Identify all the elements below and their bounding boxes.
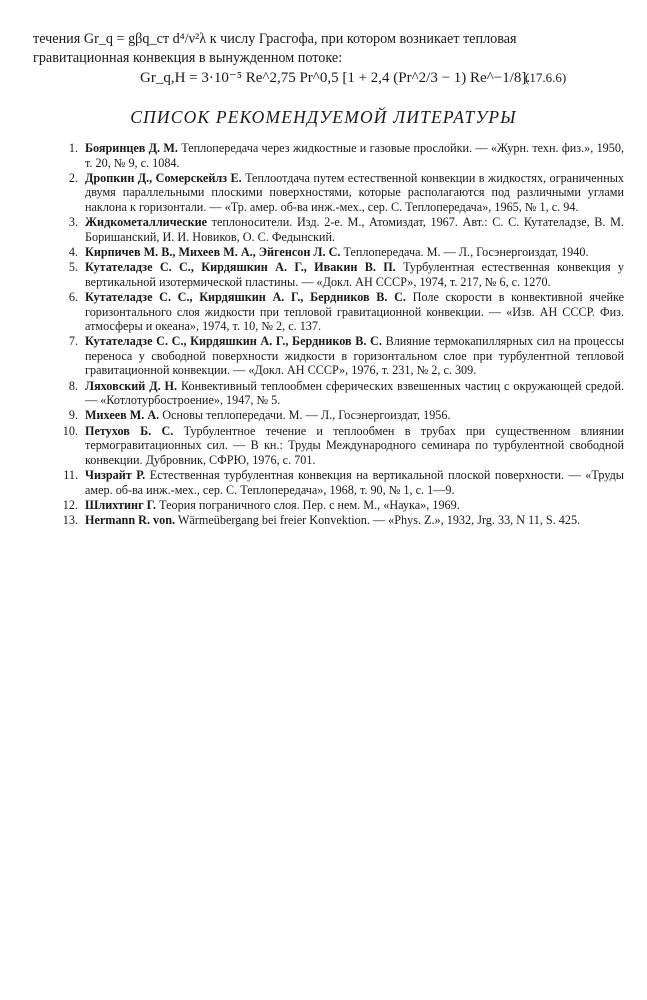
reference-author: Чизрайт Р. xyxy=(85,468,146,482)
reference-number: 5. xyxy=(68,260,78,275)
formula-text: Gr_q,H = 3·10⁻⁵ Re^2,75 Pr^0,5 [1 + 2,4 (Pr^2/3 − 1) Re^−1/8]. xyxy=(140,70,531,86)
reference-text: Поле скорости в конвективной ячейке горизонтального слоя жидкости при тепловой гравитационной конвекции. — «Изв. АН СССР. Физ. атмосферы и океана», 1974, т. 10, № 2, с. 137. xyxy=(85,289,625,334)
reference-text: Wärmeübergang bei freier Konvektion. — «Phys. Z.», 1932, Jrg. 33, N 11, S. 425. xyxy=(177,512,581,527)
reference-item xyxy=(54,379,624,408)
reference-item xyxy=(54,171,624,215)
reference-item xyxy=(54,334,624,378)
reference-item xyxy=(54,141,624,170)
reference-number: 6. xyxy=(68,289,78,304)
reference-number: 4. xyxy=(68,244,78,259)
reference-author: Шлихтинг Г. xyxy=(85,497,157,512)
reference-text: Теплопередача через жидкостные и газовые прослойки. — «Журн. техн. физ.», 1950, т. 20, № 9, с. 1084. xyxy=(85,141,625,170)
reference-text: Теплопередача. М. — Л., Госэнергоиздат, 1940. xyxy=(343,244,589,259)
reference-number: 2. xyxy=(68,170,78,185)
reference-author: Бояринцев Д. М. xyxy=(85,141,178,155)
reference-item xyxy=(54,513,624,528)
reference-author: Ляховский Д. Н. xyxy=(85,378,178,393)
reference-author: Кирпичев М. В., Михеев М. А., Эйгенсон Л. С. xyxy=(85,244,341,259)
section-heading: СПИСОК РЕКОМЕНДУЕМОЙ ЛИТЕРАТУРЫ xyxy=(130,107,517,127)
reference-number: 7. xyxy=(68,334,78,349)
reference-author: Михеев М. А. xyxy=(85,408,160,423)
reference-author: Петухов Б. С. xyxy=(85,423,174,438)
intro-line-2: гравитационная конвекция в вынужденном потоке: xyxy=(33,50,343,66)
reference-text: Турбулентная естественная конвекция у вертикальной изотермической пластины. — «Докл. АН СССР», 1974, т. 217, № 6, с. 1270. xyxy=(85,260,624,289)
intro-line-1: течения Gr_q = gβq_ст d⁴/ν²λ к числу Грасгофа, при котором возникает тепловая xyxy=(33,31,517,47)
reference-item xyxy=(54,424,624,468)
reference-item xyxy=(54,215,624,244)
reference-number: 10. xyxy=(62,423,78,438)
reference-number: 8. xyxy=(68,378,78,393)
reference-item xyxy=(54,260,624,289)
reference-number: 13. xyxy=(62,512,78,527)
reference-item xyxy=(54,290,624,334)
reference-text: Турбулентное течение и теплообмен в трубах при существенном влиянии термогравитационных сил. — В кн.: Труды Международного семинара по турбулентной свободной конвекции. Дубровник, СФРЮ, 1976, с. 701. xyxy=(85,423,625,467)
reference-item xyxy=(54,408,624,423)
formula-17-6-6 xyxy=(140,68,567,87)
reference-item xyxy=(54,245,624,260)
reference-author: Кутателадзе С. С., Кирдяшкин А. Г., Ивакин В. П. xyxy=(85,260,396,275)
reference-item xyxy=(54,468,624,497)
reference-number: 11. xyxy=(63,468,78,482)
reference-author: Дропкин Д., Сомерскейлз Е. xyxy=(85,170,242,185)
reference-text: Естественная турбулентная конвекция на вертикальной плоской поверхности. — «Труды амер. об-ва инж.-мех., сер. С. Теплопередача», 1968, т. 90, № 1, с. 1—9. xyxy=(85,468,624,497)
reference-author: Hermann R. von. xyxy=(85,512,176,527)
reference-number: 3. xyxy=(68,215,78,230)
reference-list xyxy=(54,141,624,528)
reference-text: Влияние термокапиллярных сил на процессы переноса у свободной поверхности жидкости в горизонтальном слое при турбулентной тепловой гравитационной конвекции. — «Докл. АН СССР», 1976, т. 231, № 2, с. 309. xyxy=(85,334,625,378)
reference-text: Теплоотдача путем естественной конвекции в жидкостях, ограниченных двумя параллельными плоскими поверхностями, которые располагаются под различными углами наклона к горизонтали. — «Тр. амер. об-ва инж.-мех., сер. С. Теплопередача», 1965, № 1, с. 94. xyxy=(85,170,624,214)
reference-number: 12. xyxy=(62,497,78,512)
equation-number: (17.6.6) xyxy=(525,70,567,85)
reference-text: Конвективный теплообмен сферических взвешенных частиц с окружающей средой. — «Котлотурбостроение», 1947, № 5. xyxy=(85,378,625,408)
reference-text: теплоносители. Изд. 2-е. М., Атомиздат, 1967. Авт.: С. С. Кутателадзе, В. М. Боришанский, И. И. Новиков, О. С. Федынский. xyxy=(85,215,624,244)
reference-author: Жидкометаллические xyxy=(85,215,207,230)
reference-item xyxy=(54,498,624,513)
reference-text: Основы теплопередачи. М. — Л., Госэнергоиздат, 1956. xyxy=(162,408,451,423)
reference-number: 1. xyxy=(68,141,78,155)
intro-paragraph xyxy=(33,30,623,68)
reference-author: Кутателадзе С. С., Кирдяшкин А. Г., Бердников В. С. xyxy=(85,289,406,304)
reference-number: 9. xyxy=(68,408,78,423)
reference-text: Теория пограничного слоя. Пер. с нем. М., «Наука», 1969. xyxy=(159,497,460,512)
reference-author: Кутателадзе С. С., Кирдяшкин А. Г., Бердников В. С. xyxy=(85,334,382,349)
